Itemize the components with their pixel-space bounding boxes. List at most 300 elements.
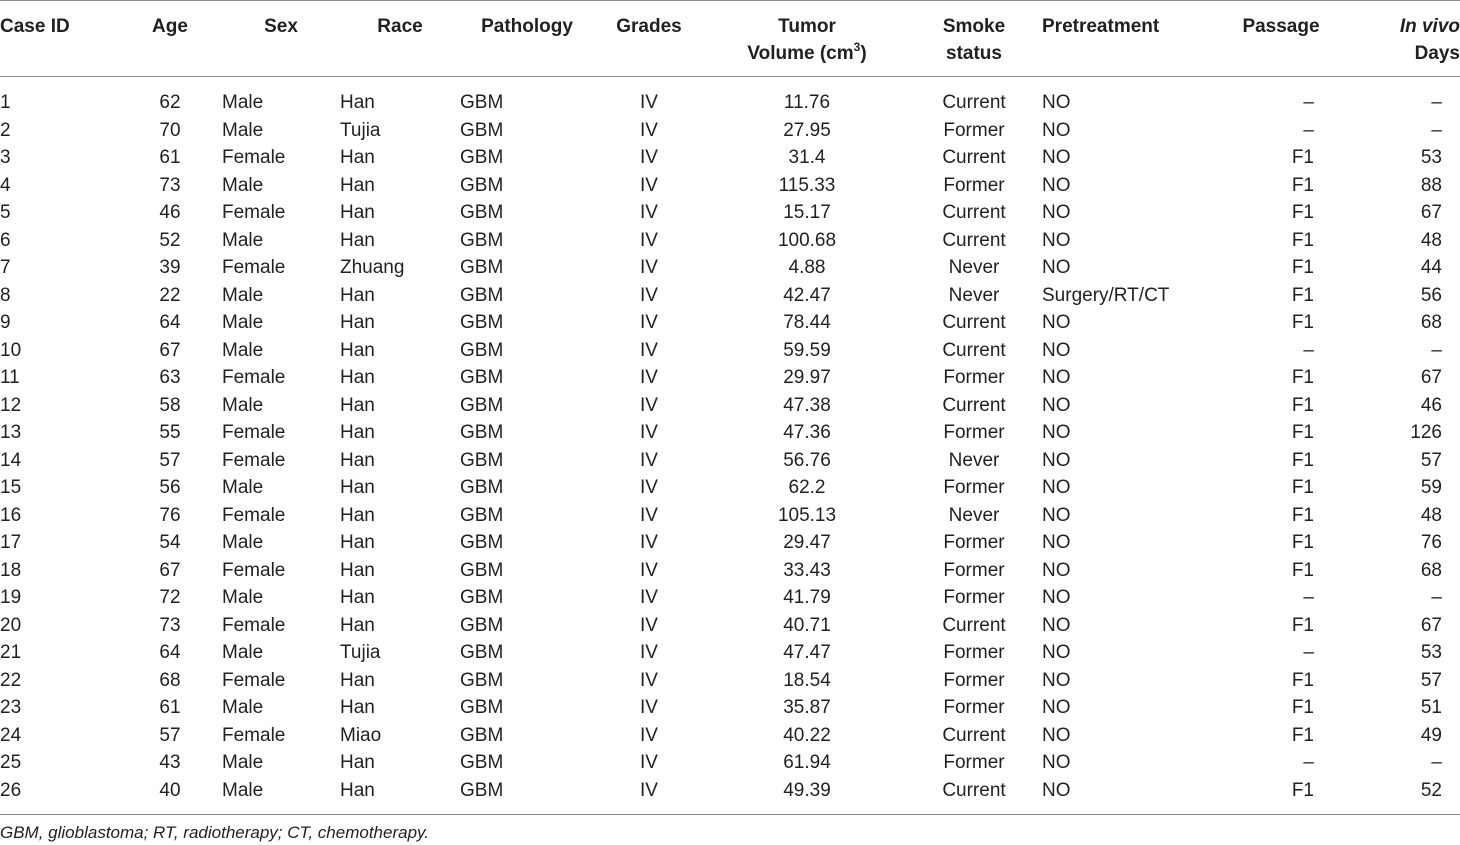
cell-pretreatment: NO [1042,422,1071,443]
table-row [0,749,1460,777]
cell-race: Han [340,614,375,636]
cell-grade: IV [640,312,658,333]
cell-sex: Female [222,669,286,691]
cell-smoke-status: Former [943,697,1005,718]
cell-pretreatment: NO [1042,669,1071,691]
cell-passage: F1 [1291,669,1314,691]
cell-case-id: 17 [0,532,22,553]
cell-in-vivo-days: – [1431,339,1442,361]
cell-pathology: GBM [460,697,504,718]
cell-pretreatment: NO [1042,257,1071,278]
cell-sex: Male [222,777,340,815]
cell-grade: IV [640,422,658,443]
cell-case-id: 1 [0,92,11,113]
cell-age: 63 [159,367,181,388]
cell-grade: IV [640,642,658,663]
cell-tumor-volume: 15.17 [783,202,831,223]
header-passage: Passage [1206,1,1356,77]
cell-age: 57 [159,449,181,471]
cell-in-vivo-days: – [1431,92,1442,113]
cell-age: 57 [159,724,181,746]
cell-passage: F1 [1291,312,1314,333]
cell-pretreatment: NO [1042,312,1071,333]
cell-sex: Female [222,504,286,526]
cell-in-vivo-days: 53 [1420,642,1442,663]
table-row [0,474,1460,502]
cell-in-vivo-days: 44 [1420,257,1442,278]
cell-smoke-status: Never [948,284,1000,306]
cell-in-vivo-days: 56 [1420,284,1442,306]
cell-passage: F1 [1206,777,1356,815]
cell-smoke-status: Never [948,449,1000,471]
cell-age: 62 [159,92,181,113]
cell-age: 22 [159,284,181,306]
cell-tumor-volume: 11.76 [783,92,831,113]
cell-in-vivo-days: 88 [1420,174,1442,196]
cell-sex: Male [222,119,264,141]
cell-passage: – [1303,752,1314,773]
table-row [0,447,1460,475]
header-smoke-status [910,1,1038,77]
cell-case-id: 11 [0,367,20,388]
cell-pretreatment: Surgery/RT/CT [1042,284,1170,306]
cell-tumor-volume: 115.33 [778,174,836,196]
cell-case-id: 2 [0,119,11,141]
cell-age: 67 [159,339,181,361]
cell-case-id: 8 [0,284,11,306]
cell-pathology: GBM [460,174,504,196]
cell-smoke-status: Former [943,559,1005,581]
cell-grade: IV [640,752,658,773]
cell-tumor-volume: 33.43 [783,559,831,581]
cell-in-vivo-days: 76 [1420,532,1442,553]
cell-case-id: 21 [0,642,22,663]
cell-age: 56 [159,477,181,498]
cell-age: 54 [159,532,181,553]
cell-passage: F1 [1291,697,1314,718]
cell-sex: Female [222,614,286,636]
header-race: Race [340,1,460,77]
cell-passage: F1 [1291,147,1314,168]
cell-age: 73 [159,614,181,636]
table-row [0,639,1460,667]
header-age: Age [118,1,222,77]
cell-race: Han [340,422,375,443]
cell-tumor-volume: 56.76 [783,449,831,471]
cell-race: Han [340,339,375,361]
cell-smoke-status: Current [942,312,1006,333]
cell-race: Han [340,92,375,113]
cell-passage: F1 [1291,229,1314,251]
cell-grade: IV [640,119,658,141]
cell-sex: Male [222,339,264,361]
cell-race: Han [340,587,375,608]
cell-age: 67 [159,559,181,581]
cell-tumor-volume: 47.38 [783,394,831,416]
cell-tumor-volume: 61.94 [783,752,831,773]
cell-smoke-status: Former [943,642,1005,663]
cell-pathology: GBM [460,312,504,333]
cell-pretreatment: NO [1042,229,1071,251]
cell-passage: – [1303,587,1314,608]
table-row [0,419,1460,447]
cell-race: Han [340,752,375,773]
cell-pretreatment: NO [1038,777,1206,815]
cell-race: Han [340,532,375,553]
cell-race: Han [340,367,375,388]
cell-case-id: 26 [0,777,118,815]
cell-tumor-volume: 100.68 [777,229,837,251]
cell-pathology: GBM [460,777,594,815]
cell-in-vivo-days: 67 [1420,202,1442,223]
cell-race: Han [340,669,375,691]
cell-age: 58 [159,394,181,416]
cell-pathology: GBM [460,202,504,223]
cell-race: Han [340,312,375,333]
cell-sex: Male [222,92,264,113]
cell-tumor-volume: 29.47 [783,532,831,553]
cell-pretreatment: NO [1042,697,1071,718]
header-days-line1: In vivo [1399,16,1460,37]
cell-smoke-status: Current [942,614,1006,636]
cell-grade: IV [640,697,658,718]
table-row [0,199,1460,227]
header-case-id: Case ID [0,1,118,77]
table-row [0,117,1460,145]
table-row [0,529,1460,557]
cell-pathology: GBM [460,504,504,526]
cell-pathology: GBM [460,284,504,306]
cell-passage: F1 [1291,367,1314,388]
cell-smoke-status: Current [942,147,1006,168]
cell-smoke-status: Former [943,174,1005,196]
cell-passage: – [1303,119,1314,141]
table-row [0,364,1460,392]
cell-age: 40 [118,777,222,815]
cell-tumor-volume: 47.47 [783,642,831,663]
cell-in-vivo-days: 51 [1420,697,1442,718]
cell-in-vivo-days: 53 [1420,147,1442,168]
cell-sex: Male [222,394,264,416]
cell-grade: IV [640,202,658,223]
cell-in-vivo-days: 59 [1420,477,1442,498]
cell-sex: Female [222,422,286,443]
cell-race: Han [340,477,375,498]
cell-passage: F1 [1291,284,1314,306]
header-days-line2: Days [1414,43,1460,64]
cell-pathology: GBM [460,642,504,663]
cell-sex: Male [222,642,264,663]
cell-pretreatment: NO [1042,449,1071,471]
cell-sex: Male [222,312,264,333]
cell-smoke-status: Current [942,202,1006,223]
table-row [0,557,1460,585]
cell-smoke-status: Former [943,752,1005,773]
table-row [0,309,1460,337]
cell-race: Tujia [340,119,381,141]
cell-in-vivo-days: – [1431,119,1442,141]
cell-smoke-status: Former [943,587,1005,608]
table-row [0,337,1460,365]
cell-smoke-status: Former [943,367,1005,388]
cell-pretreatment: NO [1042,642,1071,663]
cell-smoke-status: Former [943,422,1005,443]
cell-pathology: GBM [460,422,504,443]
header-tumor-line1: Tumor [778,16,836,37]
table-footnote: GBM, glioblastoma; RT, radiotherapy; CT, chemotherapy. [0,823,429,842]
cell-race: Han [340,559,375,581]
cell-grade: IV [640,504,658,526]
cell-case-id: 4 [0,174,11,196]
cell-age: 64 [159,312,181,333]
table-row [0,172,1460,200]
cell-smoke-status: Current [942,229,1006,251]
cell-pretreatment: NO [1042,147,1071,168]
table-row [0,612,1460,640]
cell-age: 55 [159,422,181,443]
cell-tumor-volume: 62.2 [788,477,826,498]
cell-tumor-volume: 4.88 [788,257,826,278]
cell-pretreatment: NO [1042,559,1071,581]
cell-pretreatment: NO [1042,119,1071,141]
cell-age: 72 [159,587,181,608]
cell-pretreatment: NO [1042,587,1071,608]
cell-grade: IV [640,367,658,388]
cell-pretreatment: NO [1042,532,1071,553]
cell-smoke-status: Never [948,504,1000,526]
cell-age: 61 [159,697,181,718]
cell-passage: F1 [1291,477,1314,498]
cell-tumor-volume: 27.95 [783,119,831,141]
cell-case-id: 20 [0,614,22,636]
cell-sex: Male [222,477,264,498]
cell-in-vivo-days: 67 [1420,367,1442,388]
cell-passage: F1 [1291,394,1314,416]
table-header [0,1,1460,77]
cell-race: Han [340,777,460,815]
cell-grade: IV [640,284,658,306]
cell-age: 76 [159,504,181,526]
cell-case-id: 18 [0,559,22,581]
cell-sex: Male [222,752,264,773]
header-in-vivo-days [1356,1,1460,77]
cell-age: 64 [159,642,181,663]
cell-case-id: 22 [0,669,22,691]
cell-case-id: 19 [0,587,22,608]
cell-passage: – [1303,92,1314,113]
header-smoke-line2: status [946,43,1002,64]
cell-race: Han [340,504,375,526]
cell-tumor-volume: 18.54 [783,669,831,691]
cell-in-vivo-days: 48 [1420,504,1442,526]
cell-in-vivo-days: 68 [1420,312,1442,333]
cell-race: Han [340,284,375,306]
cell-sex: Male [222,284,264,306]
cell-tumor-volume: 49.39 [704,777,910,815]
header-grades: Grades [594,1,704,77]
cell-race: Han [340,394,375,416]
cell-pathology: GBM [460,229,504,251]
cell-passage: – [1303,642,1314,663]
table-row [0,282,1460,310]
cell-grade: IV [640,669,658,691]
cell-race: Han [340,697,375,718]
cell-in-vivo-days: – [1431,752,1442,773]
cell-pathology: GBM [460,614,504,636]
cell-grade: IV [594,777,704,815]
cell-age: 52 [159,229,181,251]
cell-race: Han [340,147,375,168]
cell-sex: Male [222,532,264,553]
cell-grade: IV [640,477,658,498]
cell-smoke-status: Current [942,394,1006,416]
cell-pretreatment: NO [1042,202,1071,223]
cell-in-vivo-days: 67 [1420,614,1442,636]
cell-case-id: 25 [0,752,22,773]
table-row [0,502,1460,530]
cell-case-id: 14 [0,449,22,471]
cell-case-id: 16 [0,504,22,526]
cell-pathology: GBM [460,257,504,278]
cell-race: Miao [340,724,382,746]
cell-race: Han [340,229,375,251]
cell-smoke-status: Former [943,669,1005,691]
cell-smoke-status: Never [948,257,1000,278]
cell-sex: Female [222,257,286,278]
cell-smoke-status: Current [942,724,1006,746]
cell-in-vivo-days: 68 [1420,559,1442,581]
cell-tumor-volume: 41.79 [783,587,831,608]
cell-pathology: GBM [460,559,504,581]
cell-passage: F1 [1291,504,1314,526]
cell-smoke-status: Former [943,532,1005,553]
cell-sex: Female [222,367,286,388]
cell-tumor-volume: 29.97 [783,367,831,388]
cell-age: 73 [159,174,181,196]
header-tumor-volume [704,1,910,77]
cell-grade: IV [640,394,658,416]
cell-case-id: 15 [0,477,22,498]
cell-sex: Male [222,587,264,608]
header-smoke-line1: Smoke [942,16,1006,37]
cell-passage: F1 [1291,257,1314,278]
cell-passage: F1 [1291,559,1314,581]
header-row [0,1,1460,77]
cell-case-id: 5 [0,202,11,223]
cell-pretreatment: NO [1042,367,1071,388]
cell-pathology: GBM [460,669,504,691]
cell-race: Han [340,202,375,223]
cell-pretreatment: NO [1042,504,1071,526]
cell-pathology: GBM [460,92,504,113]
cell-case-id: 12 [0,394,22,416]
cell-age: 46 [159,202,181,223]
cell-in-vivo-days: 46 [1420,394,1442,416]
cell-sex: Male [222,697,264,718]
cell-sex: Female [222,449,286,471]
cell-pretreatment: NO [1042,477,1071,498]
cell-pretreatment: NO [1042,724,1071,746]
cell-pathology: GBM [460,477,504,498]
cell-in-vivo-days: 57 [1420,669,1442,691]
cell-tumor-volume: 40.22 [783,724,831,746]
header-tumor-close: ) [860,43,867,64]
cell-tumor-volume: 78.44 [783,312,831,333]
cell-age: 70 [159,119,181,141]
cell-pretreatment: NO [1042,92,1071,113]
cell-passage: F1 [1291,422,1314,443]
cell-case-id: 13 [0,422,22,443]
cell-case-id: 6 [0,229,11,251]
cell-grade: IV [640,174,658,196]
table-row [0,777,1460,815]
cell-pathology: GBM [460,339,504,361]
cell-age: 61 [159,147,181,168]
cell-race: Zhuang [340,257,405,278]
cell-passage: F1 [1291,532,1314,553]
cell-race: Tujia [340,642,381,663]
cell-grade: IV [640,92,658,113]
cell-in-vivo-days: 49 [1420,724,1442,746]
cell-pretreatment: NO [1042,614,1071,636]
cell-in-vivo-days: – [1431,587,1442,608]
cell-grade: IV [640,229,658,251]
cell-race: Han [340,449,375,471]
cell-in-vivo-days: 126 [1410,422,1442,443]
cell-grade: IV [640,724,658,746]
cell-pathology: GBM [460,119,504,141]
cell-grade: IV [640,587,658,608]
cell-age: 39 [159,257,181,278]
table-row [0,722,1460,750]
cell-pathology: GBM [460,724,504,746]
cell-in-vivo-days: 48 [1420,229,1442,251]
cell-sex: Female [222,724,286,746]
cell-grade: IV [640,614,658,636]
cell-case-id: 10 [0,339,22,361]
cell-pretreatment: NO [1042,174,1071,196]
table-row [0,694,1460,722]
header-pathology: Pathology [460,1,594,77]
cell-smoke-status: Current [942,92,1006,113]
cell-passage: F1 [1291,449,1314,471]
cell-pathology: GBM [460,449,504,471]
cell-pathology: GBM [460,752,504,773]
cell-tumor-volume: 42.47 [783,284,831,306]
cell-sex: Male [222,229,264,251]
cell-case-id: 24 [0,724,22,746]
cell-pretreatment: NO [1042,394,1071,416]
cell-grade: IV [640,257,658,278]
table-row [0,144,1460,172]
cell-sex: Female [222,559,286,581]
cell-in-vivo-days: 57 [1420,449,1442,471]
cell-pretreatment: NO [1042,339,1071,361]
cell-smoke-status: Current [910,777,1038,815]
cell-tumor-volume: 40.71 [783,614,831,636]
cell-pathology: GBM [460,587,504,608]
cell-passage: F1 [1291,174,1314,196]
cell-sex: Male [222,174,264,196]
cell-age: 43 [159,752,181,773]
cell-smoke-status: Former [943,119,1005,141]
table-row [0,392,1460,420]
cell-pathology: GBM [460,532,504,553]
cell-passage: – [1303,339,1314,361]
cell-smoke-status: Current [942,339,1006,361]
cell-tumor-volume: 47.36 [783,422,831,443]
cell-in-vivo-days: 52 [1356,777,1460,815]
